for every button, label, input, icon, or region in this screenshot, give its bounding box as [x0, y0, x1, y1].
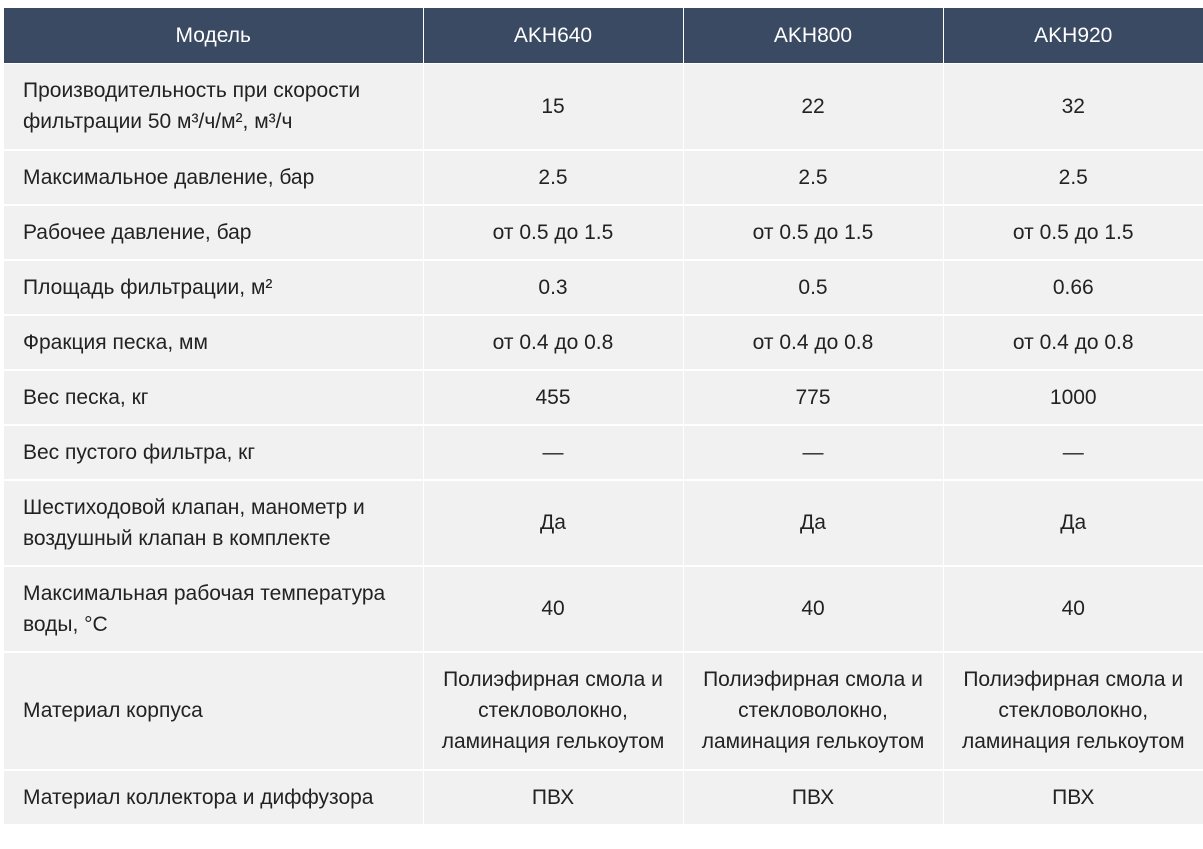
specifications-table — [4, 8, 1203, 826]
row-value-akh920: от 0.5 до 1.5 — [943, 205, 1203, 260]
row-value-akh640: Полиэфирная смола и стекловолокно, ламинация гелькоутом — [423, 652, 683, 770]
header-model-akh800: AKH800 — [683, 8, 943, 64]
row-value-akh920: 32 — [943, 64, 1203, 150]
row-value-akh640: от 0.4 до 0.8 — [423, 315, 683, 370]
row-param-label: Вес пустого фильтра, кг — [4, 425, 423, 480]
row-value-akh640: 455 — [423, 370, 683, 425]
row-value-akh800: 40 — [683, 566, 943, 652]
row-value-akh800: 2.5 — [683, 150, 943, 205]
table-row — [4, 64, 1203, 150]
row-param-label: Материал корпуса — [4, 652, 423, 770]
table-row — [4, 150, 1203, 205]
header-model-label: Модель — [4, 8, 423, 64]
table-header-row — [4, 8, 1203, 64]
row-param-label: Фракция песка, мм — [4, 315, 423, 370]
table-row — [4, 425, 1203, 480]
table-row — [4, 370, 1203, 425]
row-value-akh800: ПВХ — [683, 770, 943, 825]
row-value-akh920: — — [943, 425, 1203, 480]
row-value-akh800: Полиэфирная смола и стекловолокно, ламинация гелькоутом — [683, 652, 943, 770]
row-param-label: Производительность при скорости фильтрации 50 м³/ч/м², м³/ч — [4, 64, 423, 150]
row-value-akh920: 2.5 — [943, 150, 1203, 205]
row-param-label: Рабочее давление, бар — [4, 205, 423, 260]
row-param-label: Шестиходовой клапан, манометр и воздушный клапан в комплекте — [4, 480, 423, 566]
row-value-akh640: Да — [423, 480, 683, 566]
row-value-akh920: 0.66 — [943, 260, 1203, 315]
row-param-label: Материал коллектора и диффузора — [4, 770, 423, 825]
table-row — [4, 770, 1203, 825]
row-value-akh640: 15 — [423, 64, 683, 150]
row-value-akh920: Полиэфирная смола и стекловолокно, ламинация гелькоутом — [943, 652, 1203, 770]
row-value-akh800: 22 — [683, 64, 943, 150]
row-param-label: Вес песка, кг — [4, 370, 423, 425]
row-value-akh920: 1000 — [943, 370, 1203, 425]
row-param-label: Максимальное давление, бар — [4, 150, 423, 205]
table-row — [4, 205, 1203, 260]
row-value-akh800: Да — [683, 480, 943, 566]
row-value-akh640: ПВХ — [423, 770, 683, 825]
row-value-akh920: Да — [943, 480, 1203, 566]
table-row — [4, 652, 1203, 770]
row-param-label: Максимальная рабочая температура воды, °С — [4, 566, 423, 652]
table-row — [4, 315, 1203, 370]
row-value-akh800: от 0.4 до 0.8 — [683, 315, 943, 370]
row-value-akh640: 0.3 — [423, 260, 683, 315]
row-param-label: Площадь фильтрации, м² — [4, 260, 423, 315]
table-row — [4, 566, 1203, 652]
header-model-akh640: AKH640 — [423, 8, 683, 64]
row-value-akh640: 40 — [423, 566, 683, 652]
row-value-akh640: 2.5 — [423, 150, 683, 205]
row-value-akh800: от 0.5 до 1.5 — [683, 205, 943, 260]
row-value-akh920: 40 — [943, 566, 1203, 652]
row-value-akh800: 775 — [683, 370, 943, 425]
row-value-akh800: — — [683, 425, 943, 480]
row-value-akh800: 0.5 — [683, 260, 943, 315]
row-value-akh920: от 0.4 до 0.8 — [943, 315, 1203, 370]
header-model-akh920: AKH920 — [943, 8, 1203, 64]
row-value-akh640: от 0.5 до 1.5 — [423, 205, 683, 260]
table-row — [4, 260, 1203, 315]
row-value-akh920: ПВХ — [943, 770, 1203, 825]
table-row — [4, 480, 1203, 566]
row-value-akh640: — — [423, 425, 683, 480]
